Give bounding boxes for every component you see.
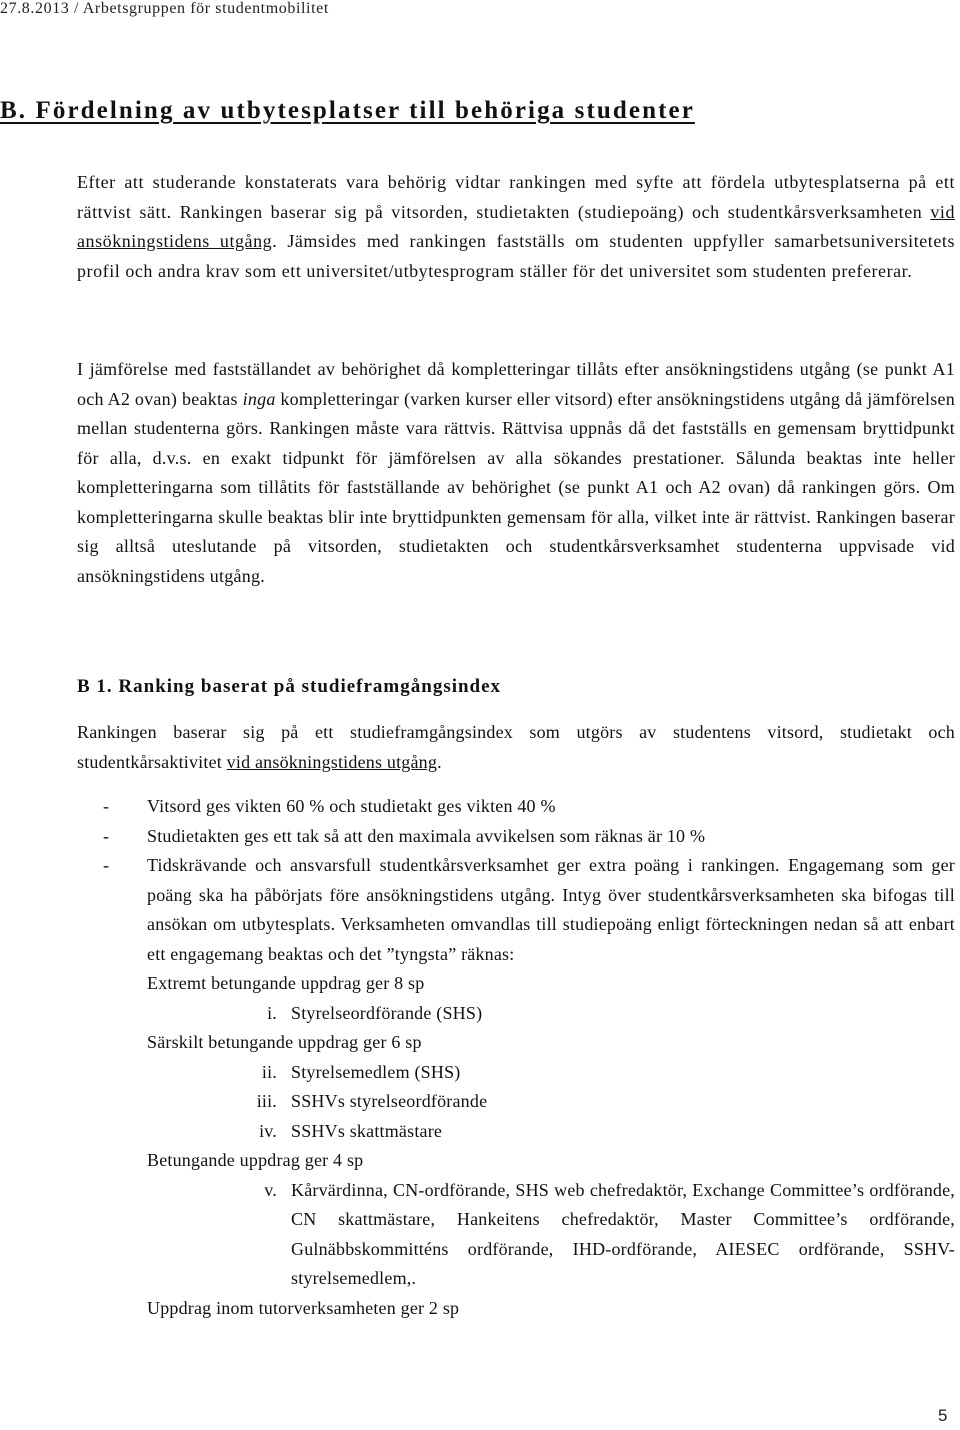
roman-item	[0, 999, 955, 1029]
category-label: Särskilt betungande uppdrag ger 6 sp	[147, 1032, 422, 1052]
emphasis-word: inga	[242, 388, 276, 409]
roman-item-text: Styrelsemedlem (SHS)	[291, 1061, 461, 1082]
bullet-dash: -	[103, 796, 110, 816]
roman-item	[0, 1176, 955, 1294]
roman-numeral: iv.	[259, 1120, 277, 1141]
roman-item	[0, 1058, 955, 1088]
page-number: 5	[938, 1406, 948, 1425]
list-item	[0, 792, 955, 822]
paragraph-1-text-cont: . Jämsides med rankingen fastställs om studenten uppfyller samarbetsuniversitetets profil och andra krav som ett universitet/utbytesprogram ställer för det universitet som studenten prefererar.	[77, 231, 955, 281]
roman-item	[0, 1117, 955, 1147]
bullet-dash: -	[103, 825, 110, 846]
roman-numeral: i.	[267, 1002, 277, 1023]
subsection-heading: B 1. Ranking baserat på studieframgångsindex	[77, 676, 502, 697]
bullet-list	[0, 792, 960, 1323]
category-label: Extremt betungande uppdrag ger 8 sp	[147, 973, 425, 993]
roman-numeral: ii.	[261, 1061, 277, 1082]
roman-numeral: iii.	[256, 1091, 277, 1111]
paragraph-3-text: Rankingen baserar sig på ett studieframgångsindex som utgörs av studentens vitsord, studietakt och studentkårsaktivitet	[77, 722, 955, 772]
paragraph-3	[77, 718, 955, 777]
underlined-phrase: vid ansökningstidens utgång	[77, 201, 955, 251]
roman-item-text: Styrelseordförande (SHS)	[291, 1002, 483, 1023]
paragraph-2-text: I jämförelse med fastställandet av behörighet då kompletteringar tillåts efter ansökningstidens utgång (se punkt A1 och A2 ovan) beaktas	[77, 359, 955, 409]
roman-item	[0, 1087, 955, 1117]
list-item-text: Vitsord ges vikten 60 % och studietakt ges vikten 40 %	[147, 796, 556, 816]
category-label: Betungande uppdrag ger 4 sp	[147, 1150, 364, 1170]
list-item-text: Tidskrävande och ansvarsfull studentkårsverksamhet ger extra poäng i rankingen. Engagemang som ger poäng ska ha påbörjats före ansökningstidens utgång. Intyg över studentkårsverksamheten ska bifogas till ansökan om utbytesplats. Verksamheten omvandlas till studiepoäng enligt förteckningen nedan så att enbart ett engagemang beaktas och det ”tyngsta” räknas:	[147, 855, 955, 964]
category-label: Uppdrag inom tutorverksamheten ger 2 sp	[147, 1297, 460, 1318]
underlined-phrase: vid ansökningstidens utgång	[226, 751, 438, 772]
list-item	[0, 822, 955, 852]
paragraph-2	[77, 355, 955, 591]
roman-item-text: Kårvärdinna, CN-ordförande, SHS web chefredaktör, Exchange Committee’s ordförande, CN skattmästare, Hankeitens chefredaktör, Master Committee’s ordförande, Gulnäbbskommitténs ordförande, IHD-ordförande, AIESEC ordförande, SSHV-styrelsemedlem,.	[291, 1179, 955, 1288]
paragraph-3-text-cont: .	[437, 751, 442, 772]
roman-numeral: v.	[264, 1179, 277, 1200]
list-item-text: Studietakten ges ett tak så att den maximala avvikelsen som räknas är 10 %	[147, 825, 706, 846]
bullet-dash: -	[103, 855, 110, 875]
paragraph-2-text-cont: kompletteringar (varken kurser eller vitsord) efter ansökningstidens utgång då jämförelsen mellan studenterna görs. Rankingen måste vara rättvis. Rättvisa uppnås då det fastställs en gemensam bryttidpunkt för alla, d.v.s. en exakt tidpunkt för jämförelsen av alla sökandes prestationer. Sålunda beaktas inte heller kompletteringarna som tillåtits för fastställande av behörighet (se punkt A1 och A2 ovan) då rankingen görs. Om kompletteringarna skulle beaktas blir inte bryttidpunkten gemensam för alla, vilket inte är rättvist. Rankingen baserar sig alltså uteslutande på vitsorden, studietakten och studentkårsverksamhet studenterna uppvisade vid ansökningstidens utgång.	[77, 388, 955, 586]
section-heading: B. Fördelning av utbytesplatser till behöriga studenter	[0, 97, 695, 124]
roman-item-text: SSHVs skattmästare	[291, 1120, 443, 1141]
paragraph-1	[77, 168, 955, 286]
roman-item-text: SSHVs styrelseordförande	[291, 1091, 488, 1111]
page-header: 27.8.2013 / Arbetsgruppen för studentmobilitet	[0, 0, 329, 17]
list-item	[0, 851, 955, 969]
paragraph-1-text: Efter att studerande konstaterats vara behörig vidtar rankingen med syfte att fördela utbytesplatserna på ett rättvist sätt. Rankingen baserar sig på vitsorden, studietakten (studiepoäng) och studentkårsverksamheten	[77, 172, 955, 222]
